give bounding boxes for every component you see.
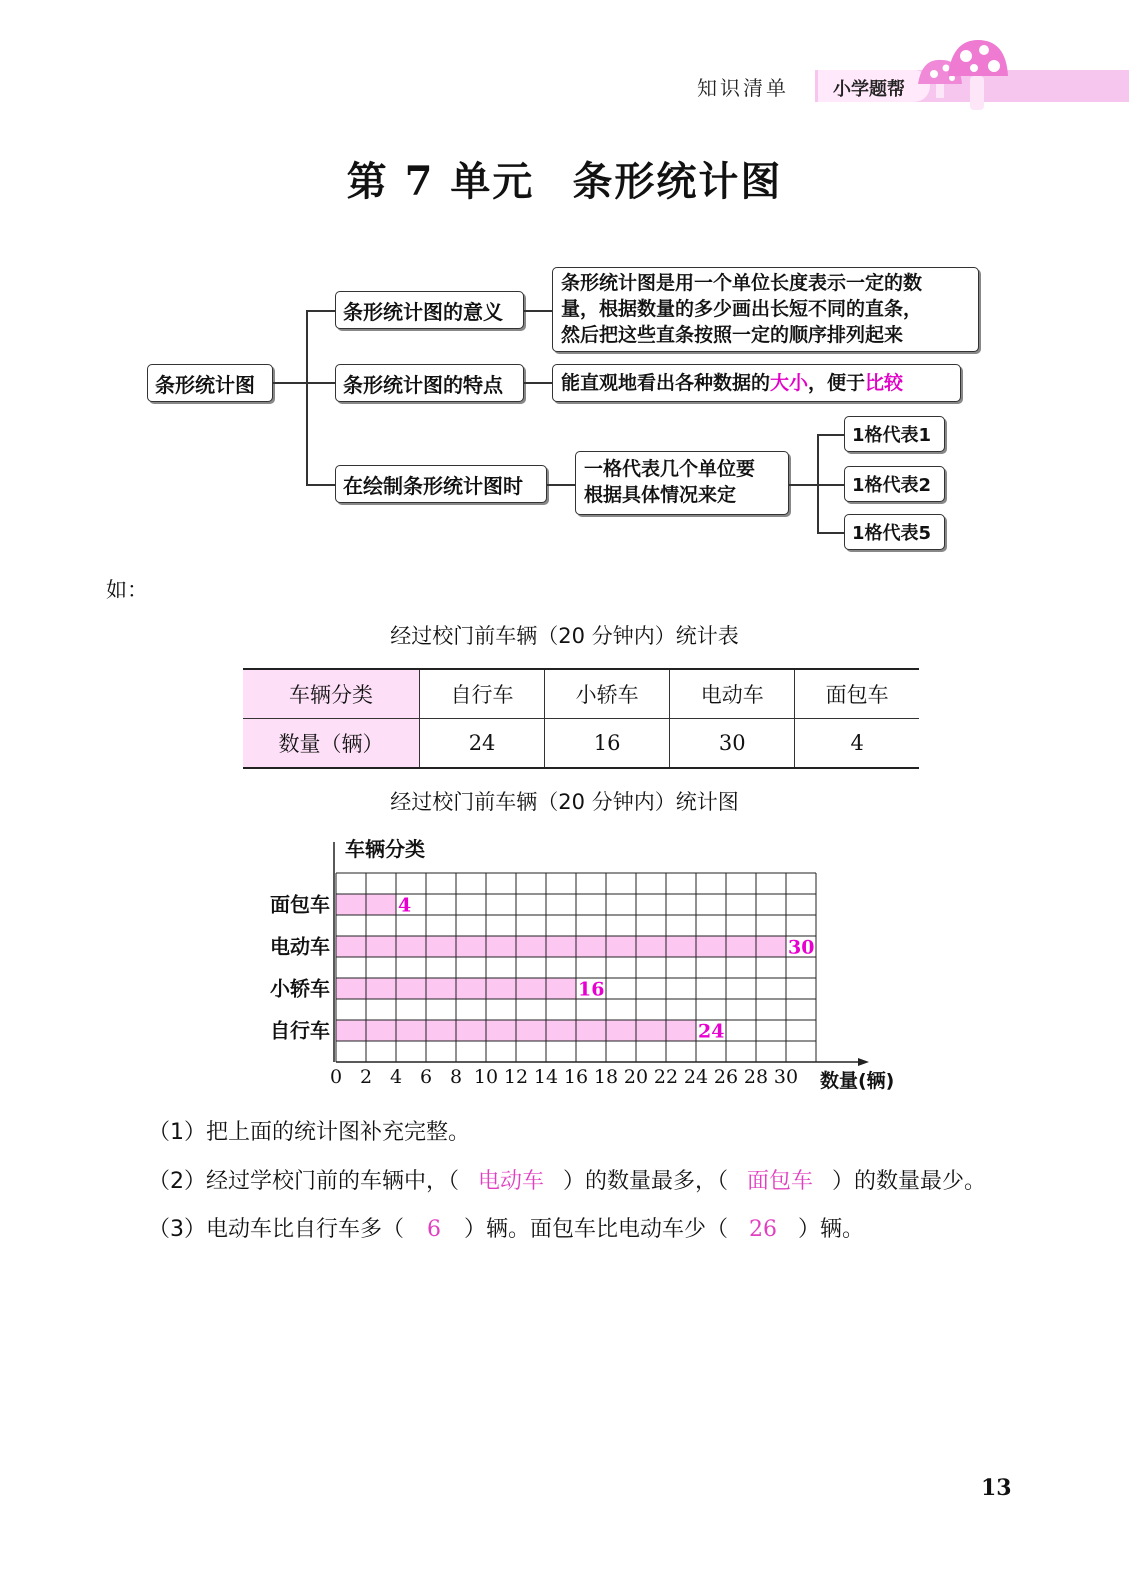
table-cell: 面包车	[795, 669, 919, 719]
question-text: ）的数量最多，（	[563, 1169, 729, 1194]
x-axis-label: 数量(辆)	[820, 1070, 895, 1092]
branch-drawing: 在绘制条形统计图时	[335, 465, 547, 503]
question-text: （2）经过学校门前的车辆中，（	[148, 1169, 459, 1194]
answer-field: 26	[749, 1217, 778, 1242]
option-3: 1格代表5	[844, 514, 945, 550]
topic-label: 条形统计图	[572, 158, 783, 205]
desc-line: 条形统计图是用一个单位长度表示一定的数	[561, 272, 923, 294]
highlight-compare: 比较	[865, 372, 904, 394]
tick-label: 8	[449, 1066, 463, 1088]
table-header-cell: 车辆分类	[243, 669, 420, 719]
data-label: 16	[578, 978, 605, 1001]
question-2	[148, 1164, 986, 1195]
table-cell: 24	[420, 719, 545, 769]
tick-label: 12	[503, 1066, 529, 1088]
question-1: （1）把上面的统计图补充完整。	[148, 1120, 470, 1145]
question-3	[148, 1212, 864, 1243]
tick-label: 2	[359, 1066, 373, 1088]
question-text: ）辆。面包车比电动车少（	[464, 1217, 729, 1242]
page-number: 13	[981, 1475, 1012, 1501]
branch-features: 条形统计图的特点	[335, 364, 524, 402]
desc-line: 然后把这些直条按照一定的顺序排列起来	[561, 324, 904, 346]
tick-label: 20	[623, 1066, 649, 1088]
branch-meaning: 条形统计图的意义	[335, 291, 524, 329]
option-2: 1格代表2	[844, 466, 945, 502]
table-cell: 小轿车	[545, 669, 670, 719]
data-label: 4	[398, 894, 412, 917]
tick-label: 24	[683, 1066, 709, 1088]
table-cell: 30	[670, 719, 795, 769]
bar-2	[336, 936, 786, 957]
category-label: 面包车	[270, 892, 330, 917]
desc-text: 能直观地看出各种数据的	[561, 372, 771, 394]
unit-label: 第 7 单元	[346, 158, 535, 205]
table-row	[243, 719, 919, 769]
desc-line: 量，根据数量的多少画出长短不同的直条，	[561, 298, 923, 320]
section-label: 知识清单	[697, 76, 789, 100]
tick-label: 16	[563, 1066, 589, 1088]
answer-field: 电动车	[477, 1169, 544, 1194]
meaning-description	[552, 267, 979, 352]
tick-label: 28	[743, 1066, 769, 1088]
desc-line: 根据具体情况来定	[584, 484, 737, 506]
y-axis-label: 车辆分类	[345, 837, 425, 861]
category-label: 电动车	[270, 934, 330, 959]
category-label: 自行车	[270, 1018, 330, 1043]
tick-label: 30	[773, 1066, 799, 1088]
chart-title: 经过校门前车辆（20 分钟内）统计图	[390, 790, 739, 814]
table-cell: 自行车	[420, 669, 545, 719]
question-text: ）辆。	[798, 1217, 865, 1242]
tick-label: 4	[389, 1066, 403, 1088]
tick-label: 14	[533, 1066, 559, 1088]
features-description	[552, 364, 961, 402]
table-cell: 4	[850, 731, 864, 755]
example-label: 如：	[106, 578, 148, 602]
tick-label: 26	[713, 1066, 739, 1088]
question-text: （3）电动车比自行车多（	[148, 1217, 404, 1242]
highlight-size: 大小	[770, 372, 809, 394]
category-label: 小轿车	[270, 976, 330, 1001]
tick-label: 0	[329, 1066, 343, 1088]
question-text: ）的数量最少。	[832, 1169, 987, 1194]
answer-field: 面包车	[747, 1169, 814, 1194]
mushroom-icon	[914, 38, 1014, 118]
x-axis-arrow	[858, 1058, 869, 1066]
tick-label: 18	[593, 1066, 619, 1088]
tick-label: 22	[653, 1066, 679, 1088]
data-label: 24	[698, 1020, 725, 1043]
tick-label: 10	[473, 1066, 499, 1088]
drawing-description	[575, 451, 789, 515]
table-caption: 经过校门前车辆（20 分钟内）统计表	[390, 624, 739, 648]
desc-line: 一格代表几个单位要	[584, 458, 756, 480]
tick-label: 6	[419, 1066, 433, 1088]
data-label: 30	[788, 936, 815, 959]
option-1: 1格代表1	[844, 416, 945, 452]
bar-chart	[0, 830, 1129, 1100]
page-title	[0, 150, 1129, 207]
mindmap-root: 条形统计图	[147, 364, 273, 402]
table-header-cell: 数量（辆）	[243, 719, 420, 769]
table-row	[243, 669, 919, 719]
brand-label: 小学题帮	[833, 79, 905, 100]
desc-text: ，便于	[808, 372, 866, 394]
stat-table	[243, 668, 919, 769]
table-cell: 电动车	[670, 669, 795, 719]
table-cell: 16	[545, 719, 670, 769]
answer-field: 6	[427, 1217, 441, 1242]
